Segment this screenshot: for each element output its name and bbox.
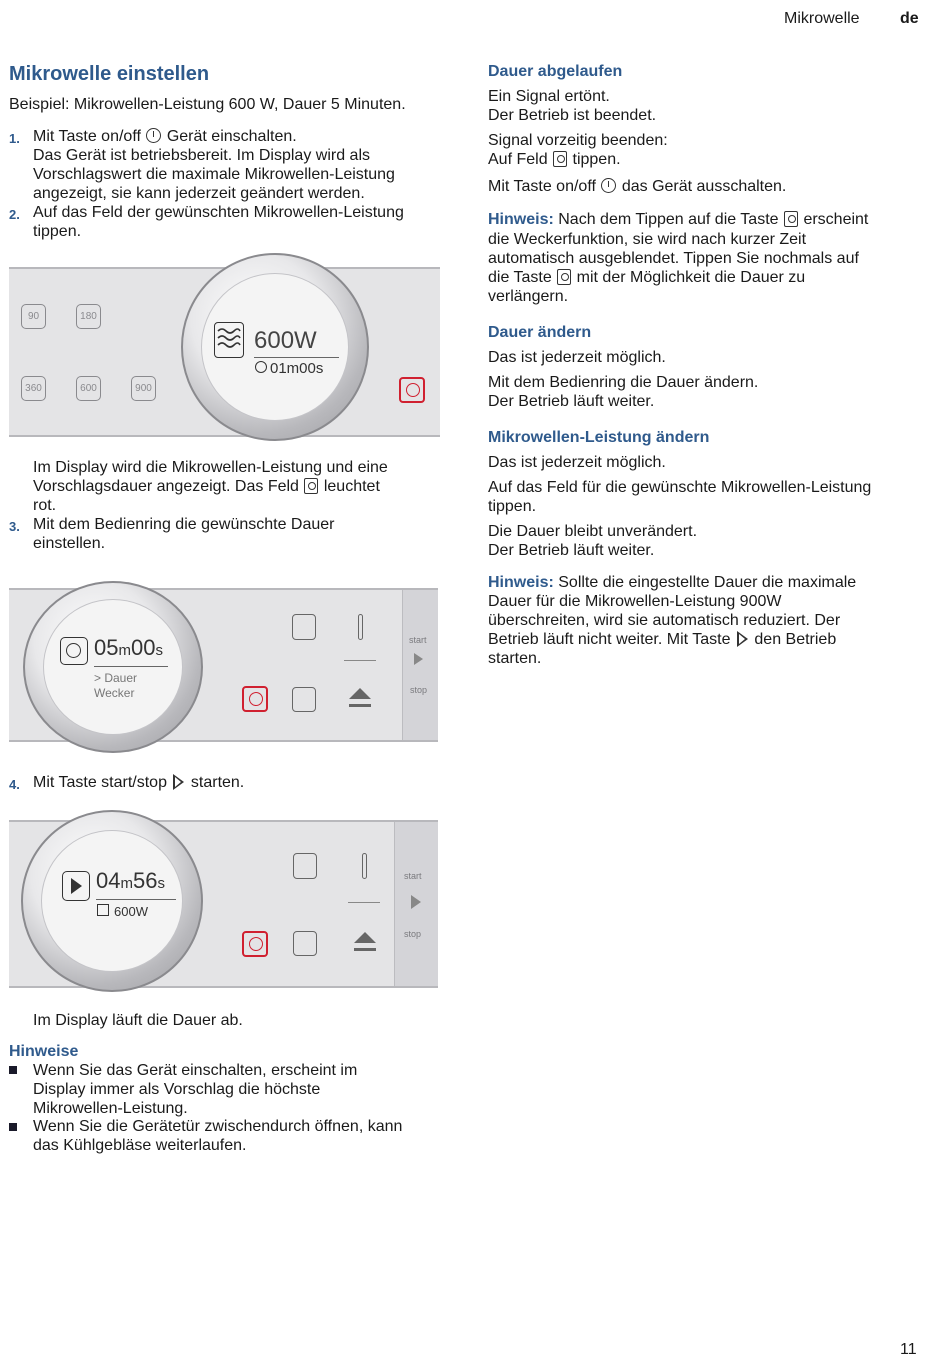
leistung-line-3: tippen. xyxy=(488,498,537,515)
dauer-abgelaufen-heading: Dauer abgelaufen xyxy=(488,63,623,80)
after-panel-3-text: Im Display läuft die Dauer ab. xyxy=(33,1012,243,1029)
abgelaufen-line-3: Signal vorzeitig beenden: xyxy=(488,132,668,149)
hinweis-2-line-1-text: Sollte die eingestellte Dauer die maximale xyxy=(558,574,857,591)
control-panel-2 xyxy=(9,588,438,742)
hinweis-1-line-4-b: mit der Möglichkeit die Dauer zu xyxy=(576,269,806,286)
power-button-180[interactable]: 180 xyxy=(76,304,101,329)
display-power: 600W xyxy=(254,327,317,354)
display-divider xyxy=(96,899,176,900)
aendern-line-2: Mit dem Bedienring die Dauer ändern. xyxy=(488,374,759,391)
hinweis-1-line-1-a: Nach dem Tippen auf die Taste xyxy=(558,211,779,228)
hinweise-bullet-1-line-1: Wenn Sie das Gerät einschalten, erscheint im xyxy=(33,1062,358,1079)
display-time-m-unit: m xyxy=(118,642,131,659)
display-divider xyxy=(254,357,339,358)
timer-icon-face xyxy=(66,643,81,658)
hinweis-1-line-1-b: erscheint xyxy=(803,211,869,228)
page-title: Mikrowelle einstellen xyxy=(9,63,210,85)
display xyxy=(41,830,183,972)
eject-icon-bar xyxy=(349,704,371,707)
intro-text: Beispiel: Mikrowellen-Leistung 600 W, Dauer 5 Minuten. xyxy=(9,96,406,113)
cutlery-icon[interactable] xyxy=(293,853,317,879)
display-time-s-unit: s xyxy=(157,875,165,892)
start-stop-area[interactable] xyxy=(402,590,438,740)
start-stop-display-icon xyxy=(62,871,90,901)
timer-key-icon xyxy=(553,151,567,167)
step-4-line xyxy=(33,773,244,792)
hinweise-heading: Hinweise xyxy=(9,1043,79,1060)
leistung-line-2: Auf das Feld für die gewünschte Mikrowellen-Leistung xyxy=(488,479,872,496)
step-4-number: 4. xyxy=(9,777,20,792)
power-icon xyxy=(601,178,616,193)
display-time-s-unit: s xyxy=(155,642,163,659)
step-1-line-3: Vorschlagswert die maximale Mikrowellen-Leistung xyxy=(33,166,395,183)
hinweise-bullet-1-line-2: Display immer als Vorschlag die höchste xyxy=(33,1081,321,1098)
timer-field-red-icon[interactable] xyxy=(242,931,268,957)
hinweise-bullet-2-line-2: das Kühlgebläse weiterlaufen. xyxy=(33,1137,247,1154)
timer-icon xyxy=(60,637,88,665)
step-1-line-1 xyxy=(33,127,297,146)
hinweis-2-line-3: überschreiten, wird sie automatisch reduziert. Der xyxy=(488,612,841,629)
hinweis-2-line-4 xyxy=(488,630,836,649)
hinweise-bullet-2-line-1: Wenn Sie die Gerätetür zwischendurch öffnen, kann xyxy=(33,1118,403,1135)
hinweise-bullet-1-line-3: Mikrowellen-Leistung. xyxy=(33,1100,188,1117)
abgelaufen-line-4-a: Auf Feld xyxy=(488,151,548,168)
control-ring[interactable] xyxy=(21,810,203,992)
timer-field-red-icon[interactable] xyxy=(242,686,268,712)
display-option-wecker: Wecker xyxy=(94,686,135,700)
hinweis-1-label: Hinweis: xyxy=(488,211,554,228)
display-time-minutes: 05 xyxy=(94,635,119,660)
power-button-360[interactable]: 360 xyxy=(21,376,46,401)
header-language: de xyxy=(900,10,919,27)
dauer-aendern-heading: Dauer ändern xyxy=(488,324,592,341)
display-power: 600W xyxy=(114,904,148,919)
info-icon[interactable] xyxy=(362,853,367,879)
after-panel-1-line-1: Im Display wird die Mikrowellen-Leistung und eine xyxy=(33,459,388,476)
hinweis-1-line-4 xyxy=(488,268,805,287)
start-stop-play-icon[interactable] xyxy=(414,653,423,665)
abgelaufen-line-5-b: das Gerät ausschalten. xyxy=(621,178,787,195)
cutlery-icon[interactable] xyxy=(292,614,316,640)
after-panel-1-line-3: rot. xyxy=(33,497,57,514)
control-panel-1 xyxy=(9,267,440,437)
step-1-number: 1. xyxy=(9,131,20,146)
hinweis-1-line-5: verlängern. xyxy=(488,288,569,305)
info-icon[interactable] xyxy=(358,614,363,640)
display-time-m-unit: m xyxy=(120,875,133,892)
stop-label: stop xyxy=(404,929,422,939)
display-time xyxy=(96,868,165,893)
weight-icon[interactable] xyxy=(292,687,316,712)
aendern-line-1: Das ist jederzeit möglich. xyxy=(488,349,666,366)
step-1-text-a: Mit Taste on/off xyxy=(33,128,141,145)
step-2-line-2: tippen. xyxy=(33,223,82,240)
power-button-600[interactable]: 600 xyxy=(76,376,101,401)
timer-icon xyxy=(255,361,267,373)
hinweis-1-line-4-a: die Taste xyxy=(488,269,552,286)
display-option-dauer: > Dauer xyxy=(94,671,138,685)
abgelaufen-line-5 xyxy=(488,177,786,196)
control-ring[interactable] xyxy=(181,253,369,441)
header-section-title: Mikrowelle xyxy=(784,10,860,27)
hinweis-1-line-2: die Weckerfunktion, sie wird nach kurzer Zeit xyxy=(488,231,807,248)
abgelaufen-line-5-a: Mit Taste on/off xyxy=(488,178,596,195)
abgelaufen-line-4-b: tippen. xyxy=(572,151,621,168)
hinweis-2-line-5: starten. xyxy=(488,650,542,667)
start-label: start xyxy=(409,635,427,645)
hinweis-2-line-4-a: Betrieb läuft nicht weiter. Mit Taste xyxy=(488,631,731,648)
step-1-line-4: angezeigt, sie kann jederzeit geändert werden. xyxy=(33,185,365,202)
control-ring[interactable] xyxy=(23,581,203,753)
hinweis-2-line-4-b: den Betrieb xyxy=(754,631,837,648)
hinweis-1-line-3: automatisch ausgeblendet. Tippen Sie nochmals auf xyxy=(488,250,859,267)
microwave-icon xyxy=(214,322,244,358)
display-time-seconds: 56 xyxy=(132,868,158,893)
start-stop-area[interactable] xyxy=(394,822,438,986)
display xyxy=(43,599,183,735)
after-panel-1-text-a: Vorschlagsdauer angezeigt. Das Feld xyxy=(33,478,299,495)
eject-icon[interactable] xyxy=(354,932,376,943)
start-stop-icon xyxy=(737,631,748,647)
start-stop-play-icon[interactable] xyxy=(411,895,421,909)
stop-label: stop xyxy=(410,685,428,695)
abgelaufen-line-4 xyxy=(488,150,621,169)
leistung-line-1: Das ist jederzeit möglich. xyxy=(488,454,666,471)
hinweis-1-line-1 xyxy=(488,210,868,229)
eject-icon[interactable] xyxy=(349,688,371,699)
step-1-text-b: Gerät einschalten. xyxy=(166,128,297,145)
timer-key-icon xyxy=(557,269,571,285)
step-3-line-2: einstellen. xyxy=(33,535,106,552)
aendern-line-3: Der Betrieb läuft weiter. xyxy=(488,393,655,410)
step-4-text-a: Mit Taste start/stop xyxy=(33,774,167,791)
abgelaufen-line-2: Der Betrieb ist beendet. xyxy=(488,107,657,124)
step-3-number: 3. xyxy=(9,519,20,534)
play-triangle xyxy=(71,878,82,894)
leistung-line-5: Der Betrieb läuft weiter. xyxy=(488,542,655,559)
display-time: 01m00s xyxy=(270,360,324,377)
hinweis-2-label: Hinweis: xyxy=(488,574,554,591)
divider xyxy=(344,660,376,661)
display xyxy=(201,273,349,421)
page-number: 11 xyxy=(900,1341,917,1358)
timer-key-icon xyxy=(784,211,798,227)
power-button-90[interactable]: 90 xyxy=(21,304,46,329)
after-panel-1-text-b: leuchtet xyxy=(323,478,380,495)
bullet-icon xyxy=(9,1066,17,1074)
leistung-aendern-heading: Mikrowellen-Leistung ändern xyxy=(488,429,710,446)
eject-icon-bar xyxy=(354,948,376,951)
step-2-number: 2. xyxy=(9,207,20,222)
timer-field-red-icon[interactable] xyxy=(399,377,425,403)
control-panel-3 xyxy=(9,820,438,988)
bullet-icon xyxy=(9,1123,17,1131)
microwave-icon xyxy=(97,904,109,916)
step-1-line-2: Das Gerät ist betriebsbereit. Im Display wird als xyxy=(33,147,370,164)
hinweis-2-line-2: Dauer für die Mikrowellen-Leistung 900W xyxy=(488,593,782,610)
start-label: start xyxy=(404,871,422,881)
after-panel-1-line-2 xyxy=(33,477,380,496)
display-time-minutes: 04 xyxy=(96,868,121,893)
abgelaufen-line-1: Ein Signal ertönt. xyxy=(488,88,610,105)
display-time xyxy=(94,635,163,660)
power-icon xyxy=(146,128,161,143)
step-4-text-b: starten. xyxy=(190,774,245,791)
step-3-line-1: Mit dem Bedienring die gewünschte Dauer xyxy=(33,516,335,533)
start-stop-icon xyxy=(173,774,184,790)
divider xyxy=(348,902,380,903)
timer-key-icon xyxy=(304,478,318,494)
step-2-line-1: Auf das Feld der gewünschten Mikrowellen-Leistung xyxy=(33,204,404,221)
weight-icon[interactable] xyxy=(293,931,317,956)
display-time-seconds: 00 xyxy=(130,635,156,660)
hinweis-2-line-1 xyxy=(488,573,856,592)
display-divider xyxy=(94,666,168,667)
power-button-900[interactable]: 900 xyxy=(131,376,156,401)
leistung-line-4: Die Dauer bleibt unverändert. xyxy=(488,523,698,540)
